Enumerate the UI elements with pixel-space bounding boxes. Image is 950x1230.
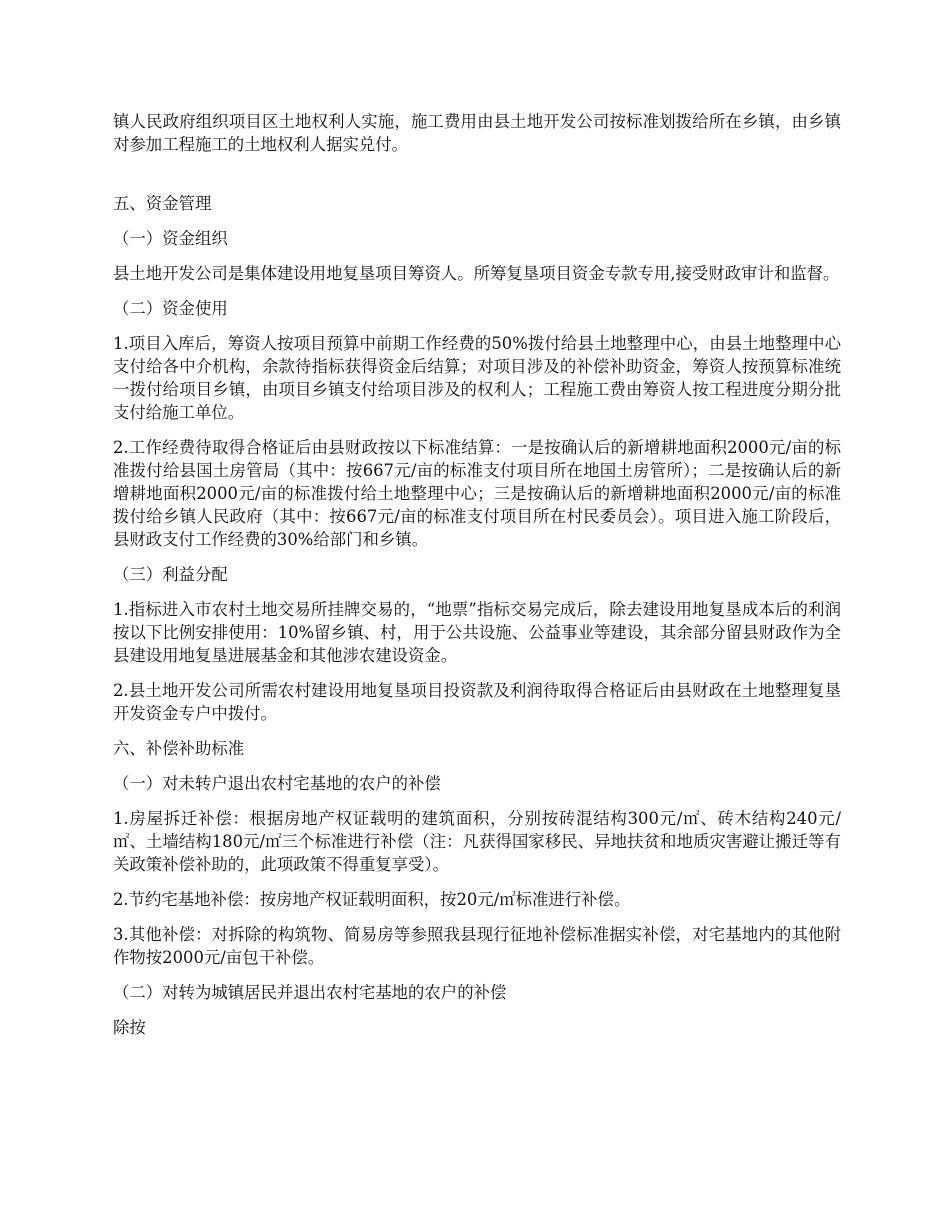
paragraph-homestead-saving-compensation: 2.节约宅基地补偿：按房地产权证载明面积，按20元/㎡标准进行补偿。 bbox=[113, 890, 631, 909]
paragraph-profit-distribution-1: 1.指标进入市农村土地交易所挂牌交易的，“地票”指标交易完成后，除去建设用地复垦成本后的利润按以下比例安排使用：10%留乡镇、村，用于公共设施、公益事业等建设，其余部分留县财政作为全县建设用地复垦进展基金和其他涉农建设资金。 bbox=[113, 600, 841, 665]
section-heading-compensation-standards: 六、补偿补助标准 bbox=[113, 739, 245, 758]
document-page bbox=[113, 110, 841, 1051]
paragraph-house-demolition-compensation: 1.房屋拆迁补偿：根据房地产权证载明的建筑面积，分别按砖混结构300元/㎡、砖木结构240元/㎡、土墙结构180元/㎡三个标准进行补偿（注：凡获得国家移民、异地扶贫和地质灾害避让搬迁等有关政策补偿补助的，此项政策不得重复享受）。 bbox=[113, 809, 841, 874]
paragraph-truncated: 除按 bbox=[113, 1018, 146, 1037]
paragraph-profit-distribution-2: 2.县土地开发公司所需农村建设用地复垦项目投资款及利润待取得合格证后由县财政在土地整理复垦开发资金专户中拨付。 bbox=[113, 681, 841, 723]
paragraph-fund-usage-2: 2.工作经费待取得合格证后由县财政按以下标准结算：一是按确认后的新增耕地面积2000元/亩的标准拨付给县国土房管局（其中：按667元/亩的标准支付项目所在地国土房管所）；二是按确认后的新增耕地面积2000元/亩的标准拨付给土地整理中心；三是按确认后的新增耕地面积2000元/亩的标准拨付给乡镇人民政府（其中：按667元/亩的标准支付项目所在村民委员会）。项目进入施工阶段后，县财政支付工作经费的30%给部门和乡镇。 bbox=[113, 438, 841, 549]
paragraph-intro: 镇人民政府组织项目区土地权利人实施，施工费用由县土地开发公司按标准划拨给所在乡镇，由乡镇对参加工程施工的土地权利人据实兑付。 bbox=[113, 112, 841, 154]
paragraph-other-compensation: 3.其他补偿：对拆除的构筑物、简易房等参照我县现行征地补偿标准据实补偿，对宅基地内的其他附作物按2000元/亩包干补偿。 bbox=[113, 925, 841, 967]
section-heading-fund-management: 五、资金管理 bbox=[113, 194, 212, 213]
subsection-heading-profit-distribution: （三）利益分配 bbox=[113, 565, 228, 584]
subsection-heading-non-transfer-compensation: （一）对未转户退出农村宅基地的农户的补偿 bbox=[113, 774, 441, 793]
subsection-heading-fund-usage: （二）资金使用 bbox=[113, 299, 228, 318]
paragraph-fund-usage-1: 1.项目入库后，筹资人按项目预算中前期工作经费的50%拨付给县土地整理中心，由县土地整理中心支付给各中介机构，余款待指标获得资金后结算；对项目涉及的补偿补助资金，筹资人按预算标准统一拨付给项目乡镇，由项目乡镇支付给项目涉及的权利人；工程施工费由筹资人按工程进度分期分批支付给施工单位。 bbox=[113, 334, 841, 422]
subsection-heading-fund-organization: （一）资金组织 bbox=[113, 229, 228, 248]
paragraph-fund-organization: 县土地开发公司是集体建设用地复垦项目筹资人。所筹复垦项目资金专款专用,接受财政审计和监督。 bbox=[113, 264, 840, 283]
subsection-heading-urban-resident-compensation: （二）对转为城镇居民并退出农村宅基地的农户的补偿 bbox=[113, 983, 507, 1002]
